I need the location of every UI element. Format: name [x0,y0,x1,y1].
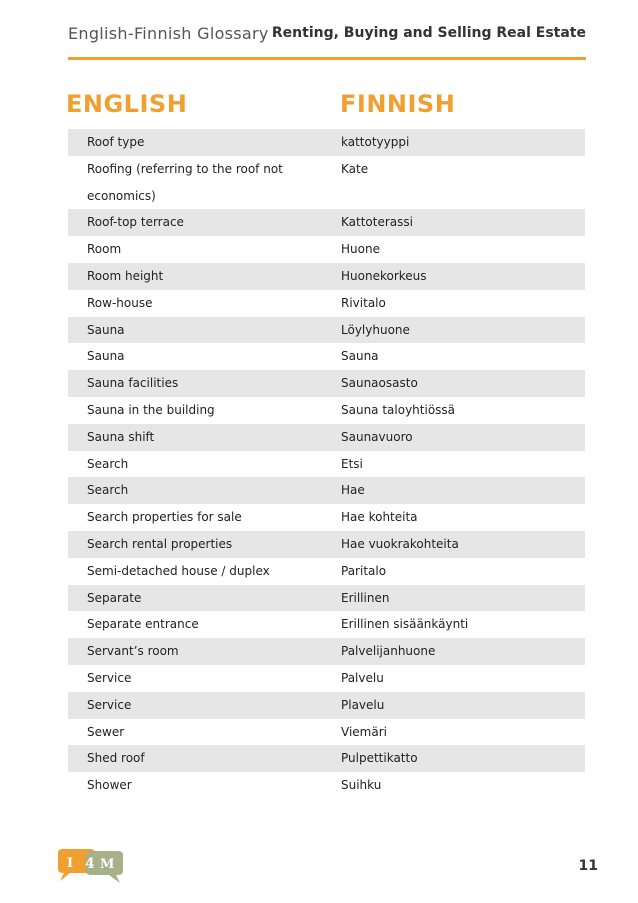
english-term: Search [87,456,129,471]
english-term: Search properties for sale [87,510,242,525]
logo-letter-4: 4 [85,856,95,872]
english-term: Sewer [87,724,125,739]
english-term: Service [87,670,132,685]
english-term: Semi-detached house / duplex [87,563,270,578]
table-row [68,585,585,612]
table-row [68,665,585,692]
english-term: Shed roof [87,751,145,766]
table-row [68,290,585,317]
table-row [68,531,585,558]
finnish-term: Palvelu [341,670,384,685]
english-term: Room height [87,268,164,283]
table-row [68,370,585,397]
page-header [68,22,586,48]
table-row [68,719,585,746]
finnish-term: Hae kohteita [341,510,418,525]
english-term: Sauna [87,322,125,337]
table-row [68,772,585,799]
english-term: Roof type [87,135,145,149]
table-row [68,209,585,236]
english-term: Separate entrance [87,617,199,632]
table-row [68,504,585,531]
finnish-term: Pulpettikatto [341,751,418,766]
finnish-term: Kate [341,161,369,176]
glossary-table [68,129,585,799]
english-term: Room [87,242,122,257]
table-row [68,343,585,370]
english-term: Search rental properties [87,536,233,551]
table-row [68,611,585,638]
logo-letter-m: M [100,857,115,872]
english-term: Servant’s room [87,644,179,659]
finnish-term: Viemäri [341,724,387,739]
table-row [68,692,585,719]
i4m-logo [54,847,126,885]
finnish-term: Hae [341,483,365,498]
finnish-term: Erillinen sisäänkäynti [341,617,469,632]
finnish-term: Paritalo [341,563,387,578]
table-row [68,745,585,772]
english-term: Row-house [87,295,153,310]
english-term: Separate [87,590,142,605]
english-term: Sauna shift [87,429,155,444]
english-column-heading: ENGLISH [66,90,188,118]
logo-letter-i: I [67,856,74,871]
table-row [68,558,585,585]
table-row [68,236,585,263]
english-term: Search [87,483,129,498]
finnish-term: Hae vuokrakohteita [341,536,459,551]
finnish-term: kattotyyppi [341,135,410,149]
finnish-term: Etsi [341,456,363,471]
finnish-term: Kattoterassi [341,215,413,230]
finnish-term: Plavelu [341,697,385,712]
finnish-term: Erillinen [341,590,390,605]
table-row [68,156,585,210]
table-row [68,424,585,451]
table-row [68,451,585,478]
page-number: 11 [578,858,598,874]
english-term: Sauna in the building [87,402,215,417]
english-term: Roofing (referring to the roof not economics) [87,161,283,203]
table-row [68,397,585,424]
english-term: Service [87,697,132,712]
finnish-column-heading: FINNISH [340,90,456,118]
english-term: Sauna [87,349,125,364]
document-title: English-Finnish Glossary [68,24,269,43]
finnish-term: Löylyhuone [341,322,410,337]
table-row [68,477,585,504]
finnish-term: Huonekorkeus [341,268,427,283]
table-row [68,317,585,344]
finnish-term: Saunavuoro [341,429,413,444]
table-row [68,129,585,156]
finnish-term: Rivitalo [341,295,386,310]
header-divider [68,57,586,60]
english-term: Roof-top terrace [87,215,184,230]
finnish-term: Saunaosasto [341,376,418,391]
table-row [68,638,585,665]
finnish-term: Palvelijanhuone [341,644,436,659]
finnish-term: Suihku [341,778,382,793]
english-term: Shower [87,778,132,793]
english-term: Sauna facilities [87,376,179,391]
finnish-term: Sauna [341,349,379,364]
finnish-term: Huone [341,242,380,257]
section-title: Renting, Buying and Selling Real Estate [271,25,586,41]
finnish-term: Sauna taloyhtiössä [341,402,456,417]
table-row [68,263,585,290]
